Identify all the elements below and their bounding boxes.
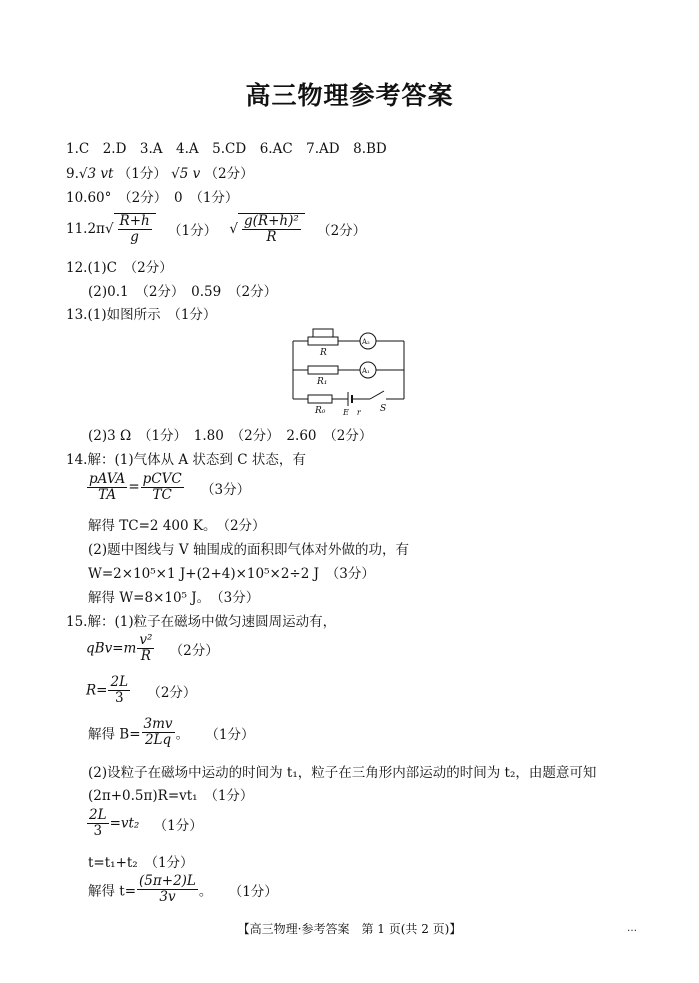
q15-eq3-num: 3mv: [143, 716, 173, 732]
q15-eq7-tail: 。: [198, 883, 213, 900]
frac-2l-3-b: [87, 808, 109, 839]
q15-eq5-rhs: =vt₂: [109, 815, 140, 832]
q15-eq7-den: 3v: [159, 889, 176, 905]
label-r0: R₀: [315, 406, 326, 416]
answer-14-w2: 解得 W=8×10⁵ J。 （3分）: [88, 590, 260, 606]
answer-14-tc: 解得 TC=2 400 K。 （2分）: [88, 518, 266, 534]
q14-num-1: pAVA: [89, 471, 126, 487]
answer-13-2: (2)3 Ω （1分） 1.80 （2分） 2.60 （2分）: [88, 428, 373, 444]
answers-1-8: 1.C 2.D 3.A 4.A 5.CD 6.AC 7.AD 8.BD: [66, 141, 387, 157]
answer-12-2: (2)0.1 （2分） 0.59 （2分）: [88, 284, 278, 300]
q11-score-2: （2分）: [317, 223, 367, 239]
sqrt-1: √ $\frac{R+h}{g}$: [105, 213, 156, 245]
q15-eq3-lhs: 解得 B=: [88, 726, 141, 743]
circuit-diagram: [288, 325, 410, 417]
frac-pava: [87, 472, 127, 503]
q14-num-2: pCVC: [142, 471, 182, 487]
answer-15-2: (2)设粒子在磁场中运动的时间为 t₁，粒子在三角形内部运动的时间为 t₂，由题意可知: [88, 765, 597, 781]
q11-num-2: g(R+h)²: [244, 213, 299, 229]
q15-eq5-den: 3: [93, 823, 103, 839]
q9-score-2: （2分）: [204, 166, 254, 182]
label-r: R: [320, 348, 327, 358]
q15-eq5-num: 2L: [89, 807, 107, 823]
label-r1: R₁: [317, 377, 328, 387]
answer-15-eq2: [86, 675, 196, 706]
page-footer: 【高三物理·参考答案 第 1 页(共 2 页)】: [237, 922, 462, 936]
frac-v2-r: [137, 633, 154, 664]
label-s: S: [380, 404, 387, 414]
q11-den-1: g: [130, 229, 139, 245]
q14-eq-score: （3分）: [200, 481, 251, 498]
answer-15-1: 15.解：(1)粒子在磁场中做匀速圆周运动有，: [66, 614, 337, 630]
q9-prefix: 9.: [66, 166, 79, 182]
answer-15-eq3: [88, 717, 254, 748]
answer-10: 10.60° （2分） 0 （1分）: [66, 190, 239, 206]
q9-answer-2: √5 v: [171, 166, 201, 182]
q15-eq3-tail: 。: [175, 726, 190, 743]
answer-9: [66, 162, 254, 182]
answer-15-eq7: [88, 874, 278, 905]
answer-14-1: 14.解：(1)气体从 A 状态到 C 状态，有: [66, 452, 306, 468]
q15-eq3-score: （1分）: [205, 726, 255, 743]
corner-mark: …: [627, 923, 637, 934]
answer-14-2: (2)题中图线与 V 轴围成的面积即气体对外做的功，有: [88, 542, 409, 558]
label-a1: A₁: [362, 367, 370, 375]
answer-14-w: W=2×10⁵×1 J+(2+4)×10⁵×2÷2 J （3分）: [88, 566, 375, 582]
answer-13-1: 13.(1)如图所示 （1分）: [66, 307, 217, 323]
answer-15-eq5: [86, 808, 203, 839]
q15-eq7-lhs: 解得 t=: [88, 883, 137, 900]
q15-eq2-num: 2L: [110, 674, 129, 690]
q9-answer-1: √3 vt: [78, 166, 114, 182]
q11-den-2: R: [266, 229, 277, 245]
q15-eq2-score: （2分）: [147, 684, 197, 701]
q15-eq1-den: R: [140, 648, 151, 664]
q15-eq2-den: 3: [114, 690, 124, 706]
answer-11: [66, 213, 366, 245]
q15-eq5-score: （1分）: [153, 817, 203, 834]
frac-t: [137, 874, 198, 905]
q15-eq3-den: 2Lq: [144, 732, 172, 748]
q15-eq1-num: v²: [139, 632, 153, 648]
answer-15-eq1: [86, 633, 219, 664]
answer-12-1: 12.(1)C （2分）: [66, 260, 173, 276]
label-er: E r: [343, 408, 361, 417]
q15-eq7-num: (5π+2)L: [139, 873, 196, 889]
answer-15-eq4: (2π+0.5π)R=vt₁ （1分）: [88, 788, 254, 804]
answer-14-eq: $\frac{\text{pAVA}}{TA}$ = $\frac{\text{pCVC}}{TC}$ （3分）: [89, 471, 251, 503]
answer-15-eq6: t=t₁+t₂ （1分）: [88, 855, 194, 871]
q15-eq1-lhs: qBv=m: [86, 640, 137, 657]
frac-pcvc: [141, 472, 184, 503]
q14-den-1: TA: [98, 487, 117, 503]
q11-score-1: （1分）: [168, 223, 218, 239]
frac-3mv: [142, 717, 175, 748]
frac-2l-3: [108, 675, 130, 706]
page-title: 高三物理参考答案: [245, 81, 454, 110]
q15-eq7-score: （1分）: [228, 883, 278, 900]
q9-score-1: （1分）: [117, 166, 167, 182]
q11-prefix: 11.2π: [66, 221, 105, 237]
sqrt-2: √ $\frac{\text{g(R+h)²}}{R}$: [229, 213, 304, 245]
q14-den-2: TC: [152, 487, 172, 503]
q11-num-1: R+h: [119, 213, 150, 229]
q15-eq1-score: （2分）: [169, 642, 219, 659]
q15-eq2-lhs: R=: [86, 682, 108, 699]
label-a2: A₂: [362, 338, 370, 346]
